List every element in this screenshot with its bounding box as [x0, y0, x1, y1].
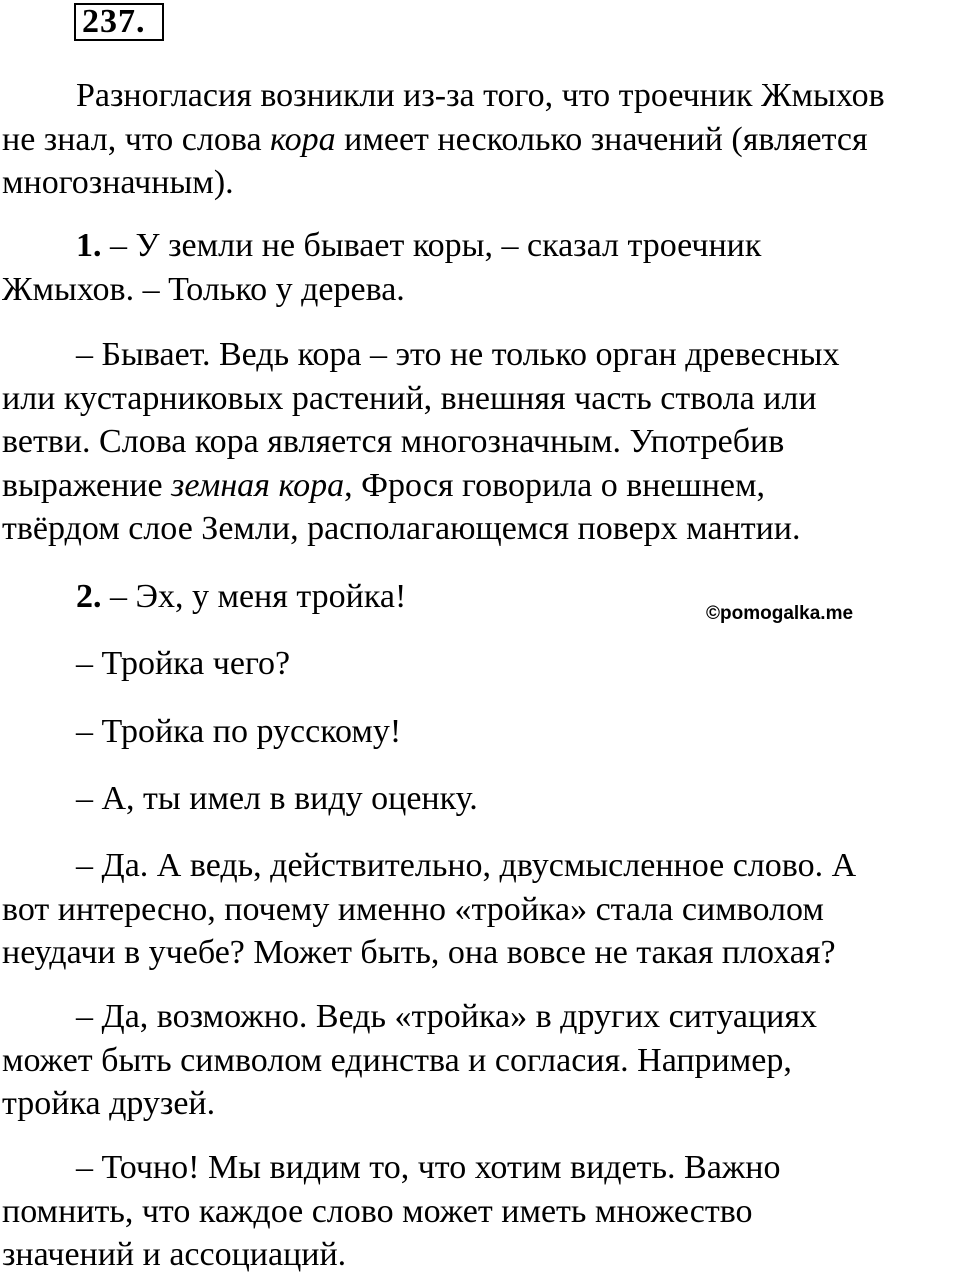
part-2-p7-line-1: – Точно! Мы видим то, что хотим видеть. Важно — [76, 1149, 781, 1186]
part-2-p6-line-2: может быть символом единства и согласия. Например, — [2, 1041, 792, 1079]
part-1-reply-line-5: твёрдом слое Земли, располагающемся поверх мантии. — [2, 510, 801, 547]
part-2-p7-line-2: помнить, что каждое слово может иметь множество — [2, 1192, 753, 1230]
part-2-line-2-text: – Тройка чего? — [76, 645, 291, 682]
part-2-paragraph-5 — [2, 844, 958, 975]
part-2-line-4 — [2, 777, 958, 821]
part-2-p6-line-1: – Да, возможно. Ведь «тройка» в других ситуациях — [76, 998, 818, 1035]
part-2-paragraph-7 — [2, 1146, 958, 1277]
part-2-p5-line-1: – Да. А ведь, действительно, двусмысленное слово. А — [76, 847, 857, 884]
part-1-reply-line-4 — [2, 464, 958, 508]
part-2-paragraph-6 — [2, 995, 958, 1126]
part-1-line-2: Жмыхов. – Только у дерева. — [2, 270, 405, 308]
intro-line-2-text: не знал, что слова — [2, 120, 271, 158]
italic-word-kora: кора — [270, 120, 336, 158]
intro-line-3: многозначным). — [2, 164, 234, 201]
part-2-line-2 — [2, 642, 958, 686]
part-1-line-1-text: – У земли не бывает коры, – сказал троечник — [101, 227, 762, 264]
part-1-reply-line-3: ветви. Слова кора является многозначным. Употребив — [2, 423, 785, 460]
part-1-number: 1. — [76, 227, 102, 264]
italic-phrase-zemnaya-kora: земная кора — [171, 466, 345, 504]
part-2-number: 2. — [76, 578, 102, 615]
part-1-dialogue — [2, 224, 958, 311]
part-2-line-3-text: – Тройка по русскому! — [76, 713, 402, 750]
part-2-line-1-text: – Эх, у меня тройка! — [101, 578, 407, 615]
part-1-line-1 — [2, 224, 958, 268]
part-2-p5-line-3: неудачи в учебе? Может быть, она вовсе не такая плохая? — [2, 934, 836, 971]
part-1-reply-line-4-text: выражение — [2, 466, 172, 504]
part-2-p7-line-3: значений и ассоциаций. — [2, 1236, 347, 1273]
watermark-text: ©pomogalka.me — [706, 603, 854, 624]
part-1-reply — [2, 333, 958, 551]
intro-paragraph — [2, 74, 958, 205]
intro-line-1: Разногласия возникли из-за того, что троечник Жмыхов — [76, 77, 885, 114]
part-1-reply-line-2: или кустарниковых растений, внешняя часть ствола или — [2, 379, 817, 417]
part-1-reply-line-1: – Бывает. Ведь кора – это не только орган древесных — [76, 336, 840, 373]
intro-line-2-text-end: имеет несколько значений (является — [335, 120, 868, 158]
intro-line-2 — [2, 118, 958, 162]
part-2-line-4-text: – А, ты имел в виду оценку. — [76, 780, 478, 817]
part-1-reply-line-4-text-end: , Фрося говорила о внешнем, — [344, 466, 766, 504]
part-2-p5-line-2: вот интересно, почему именно «тройка» стала символом — [2, 890, 824, 928]
part-2-line-3 — [2, 710, 958, 754]
part-2-p6-line-3: тройка друзей. — [2, 1085, 216, 1122]
task-number: 237. — [74, 3, 164, 41]
